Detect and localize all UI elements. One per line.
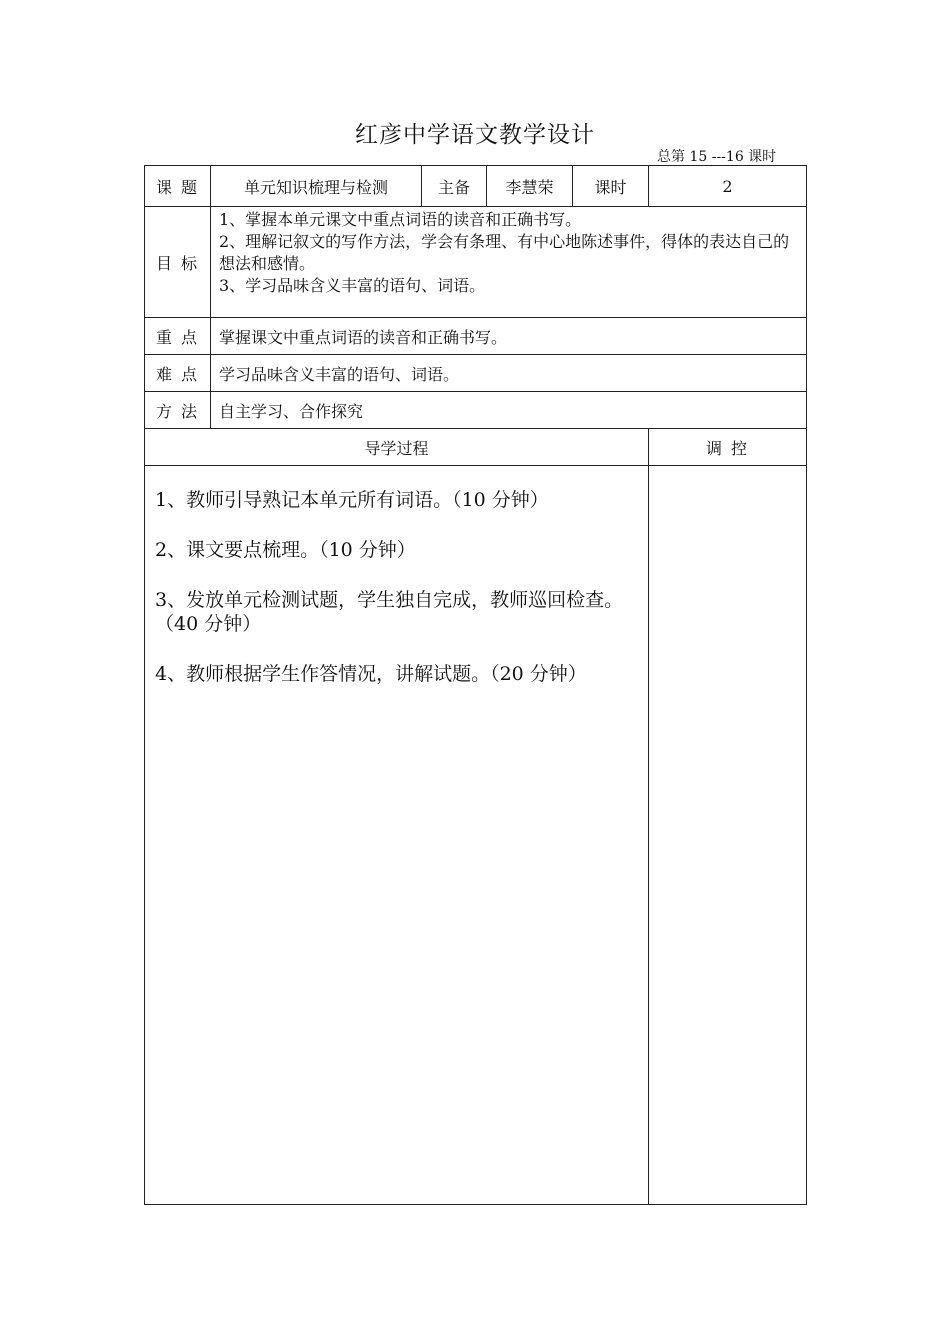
method-row — [145, 392, 807, 429]
method-label: 方 法 — [145, 392, 211, 429]
key-point-value: 掌握课文中重点词语的读音和正确书写。 — [211, 318, 807, 355]
lesson-count: 总第 15 ---16 课时 — [657, 149, 777, 165]
topic-value: 单元知识梳理与检测 — [211, 166, 422, 207]
process-header-row — [145, 429, 807, 466]
lesson-plan-table — [144, 165, 807, 1205]
process-steps — [145, 466, 649, 1205]
difficulty-label: 难 点 — [145, 355, 211, 392]
key-point-label: 重 点 — [145, 318, 211, 355]
process-step: 4、教师根据学生作答情况，讲解试题。（20 分钟） — [155, 663, 587, 685]
process-step: 3、发放单元检测试题，学生独自完成，教师巡回检查。（40 分钟） — [155, 589, 624, 635]
difficulty-row — [145, 355, 807, 392]
goals-row — [145, 207, 807, 318]
hours-label: 课时 — [573, 166, 649, 207]
goal-item: 2、理解记叙文的写作方法，学会有条理、有中心地陈述事件，得体的表达自己的想法和感情。 — [219, 232, 790, 273]
control-header: 调 控 — [649, 429, 807, 466]
topic-label: 课 题 — [145, 166, 211, 207]
goal-item: 3、学习品味含义丰富的语句、词语。 — [219, 276, 486, 295]
preparer-value: 李慧荣 — [487, 166, 573, 207]
topic-row — [145, 166, 807, 207]
goal-item: 1、掌握本单元课文中重点词语的读音和正确书写。 — [219, 210, 582, 229]
process-step: 2、课文要点梳理。（10 分钟） — [155, 539, 416, 561]
process-body-row — [145, 466, 807, 1205]
key-point-row — [145, 318, 807, 355]
goals-content — [211, 207, 807, 318]
document-title: 红彦中学语文教学设计 — [355, 122, 595, 148]
preparer-label: 主备 — [422, 166, 487, 207]
process-header: 导学过程 — [145, 429, 649, 466]
control-column — [649, 466, 807, 1205]
hours-value: 2 — [649, 166, 807, 207]
goals-label: 目 标 — [145, 207, 211, 318]
process-step: 1、教师引导熟记本单元所有词语。（10 分钟） — [155, 489, 549, 511]
method-value: 自主学习、合作探究 — [211, 392, 807, 429]
difficulty-value: 学习品味含义丰富的语句、词语。 — [211, 355, 807, 392]
